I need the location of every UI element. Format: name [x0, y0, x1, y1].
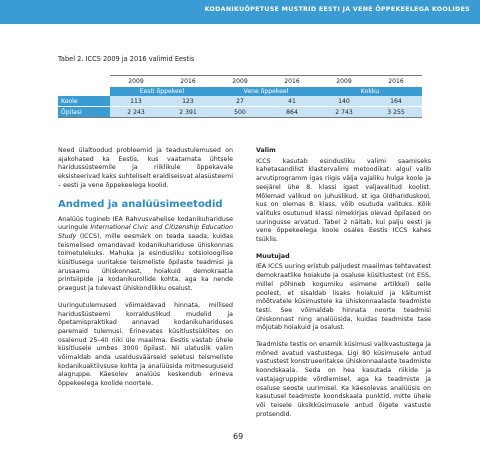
year-cell: 2009: [110, 76, 162, 88]
table-group-row: [58, 87, 422, 96]
muutujad-paragraph-1: IEA ICCS uuring eristub paljudest maailmas tehtavatest demokraatlike hoiakute ja osaluse küsitlustest (nt ESS, millel põhineb kogumiku esimene artikkel) selle poolest, et sisaldab lisaks hoiakuid ja käitumist mõõtvatele küsimustele ka ühiskonnaalaste teadmiste testi. See võimaldab hinnata noorte teadmisi ühiskonnast ning analüüsida, kuidas teadmiste tase mõjutab hoiakuid ja osalust.: [256, 263, 431, 332]
muutujad-paragraph-2: Teadmiste testis on enamik küsimusi valikvastustega ja mõned avatud vastustega. Ligi 80 küsimusele antud vastustest konstrueeritakse ühiskonnaalaste teadmiste koondskaala. Seda on hea kasutada riikide ja vastajagruppide võrdlemisel, aga ka teadmiste ja osaluse seoste uurimisel. Ka käesolevas analüüsis on kasutusel teadmiste koondskaala punktid, mitte ühele või teisele üksikküsimusele antud õigete vastuste protsendid.: [256, 341, 432, 418]
left-column: [58, 147, 233, 397]
table-cell: 41: [266, 96, 318, 106]
row-label: Õpilasi: [58, 107, 110, 118]
year-cell: 2016: [266, 76, 318, 88]
table-cell: 3 255: [370, 107, 422, 118]
table-cell: 123: [162, 96, 214, 106]
sample-table: [58, 75, 422, 118]
muutujad-heading: Muutujad: [256, 252, 290, 260]
page-number: 69: [233, 432, 244, 441]
year-cell: 2009: [318, 76, 370, 88]
running-header-title: KODANIKUÕPETUSE MUSTRID EESTI JA VENE ÕPPEKEELEGA KOOLIDES: [204, 6, 470, 13]
year-cell: 2016: [162, 76, 214, 88]
table-cell: 2 391: [162, 107, 214, 118]
table-row: [58, 96, 422, 106]
group-header-total: Kokku: [318, 87, 422, 96]
table-year-row: [58, 76, 422, 88]
table-cell: 140: [318, 96, 370, 106]
table-cell: 27: [214, 96, 266, 106]
table-cell: 864: [266, 107, 318, 118]
year-cell: 2009: [214, 76, 266, 88]
data-paragraph-2: Uuringutulemused võimaldavad hinnata, millised hariduss̃üsteemi korralduslikud mudelid ja õpetamispraktikad annavad kodanikuhariduses paremaid tulemusi. Erinevates küsitlustsüklites on osalenud 25–40 riiki üle maailma. Eestis vastab ühele küsitlusele umbes 3000 õpilast. Nii ulatuslik valim võimaldab anda usaldusväärseid seletusi teismeliste kodanikuaktiivsuse kohta ja analüüsida mitmesuguseid alagruppe. Käesolev analüüs keskendub erineva õppekeelega koolide noortele.: [58, 301, 233, 388]
table-caption: Tabel 2. ICCS 2009 ja 2016 valimid Eestis: [58, 55, 195, 63]
data-paragraph-1: Analüüs tugineb IEA Rahvusvahelise kodanikuhariduse uuringule International Civic and Citizenship Education Study (ICCS), mille eesmärk on teada saada, kuidas teismelised omandavad kodanikuhariduse ühiskonnas toimetulekuks. Mahuka ja esindusliku sotsioloogilise küsitlusega uuritakse teismeliste õpilaste teadmisi ja arusaamu ühiskonnast, hoiakuid demokraatia printsiipide ja kodanikurollide kohta, aga ka nende praegust ja tulevast ühiskondlikku osalust.: [58, 215, 233, 293]
intro-paragraph: Need ülaltoodud probleemid ja teadustulemused on ajakohased ka Eestis, kus vaatamata ühtsele haridussüsteemile ja riiklikule õppekavale eksisteerivad kaks suhteliselt eraldiseisvat alasüsteemi – eesti ja vene õppekeelega koolid.: [58, 147, 233, 189]
section-heading: Andmed ja analüüsimeetodid: [58, 198, 223, 210]
table-cell: 2 743: [318, 107, 370, 118]
page-header-band: [0, 0, 480, 24]
right-column: [256, 147, 431, 427]
group-header-russian: Vene õppekeel: [214, 87, 318, 96]
table-cell: 164: [370, 96, 422, 106]
valim-heading: Valim: [256, 147, 276, 154]
year-cell: 2016: [370, 76, 422, 88]
group-header-estonian: Eesti õppekeel: [110, 87, 214, 96]
row-label: Koole: [58, 96, 110, 106]
table-cell: 500: [214, 107, 266, 118]
table-cell: 2 243: [110, 107, 162, 118]
valim-paragraph: ICCS kasutab esindusliku valimi saamiseks kahetasandilist klastervalimi metoodikat: algul valib arvutiprogramm igas riigis välja vajaliku hulga koole ja seejärel ühe 8. klassi igast valjavalitud koolist. Mõlemad valikud on juhuslikud, st iga üldhariduskool, kus on olemas 8. klass, võib osutuda valituks. Kõik valituks osutunud klassi nimekirjas olevad õpilased on uuringusse arvatud. Tabel 2 näitab, kui palju eesti ja vene õppekeelega koole osales Eestis ICCS kahes tsüklis.: [256, 157, 431, 244]
table-cell: 113: [110, 96, 162, 106]
table-row: [58, 107, 422, 118]
